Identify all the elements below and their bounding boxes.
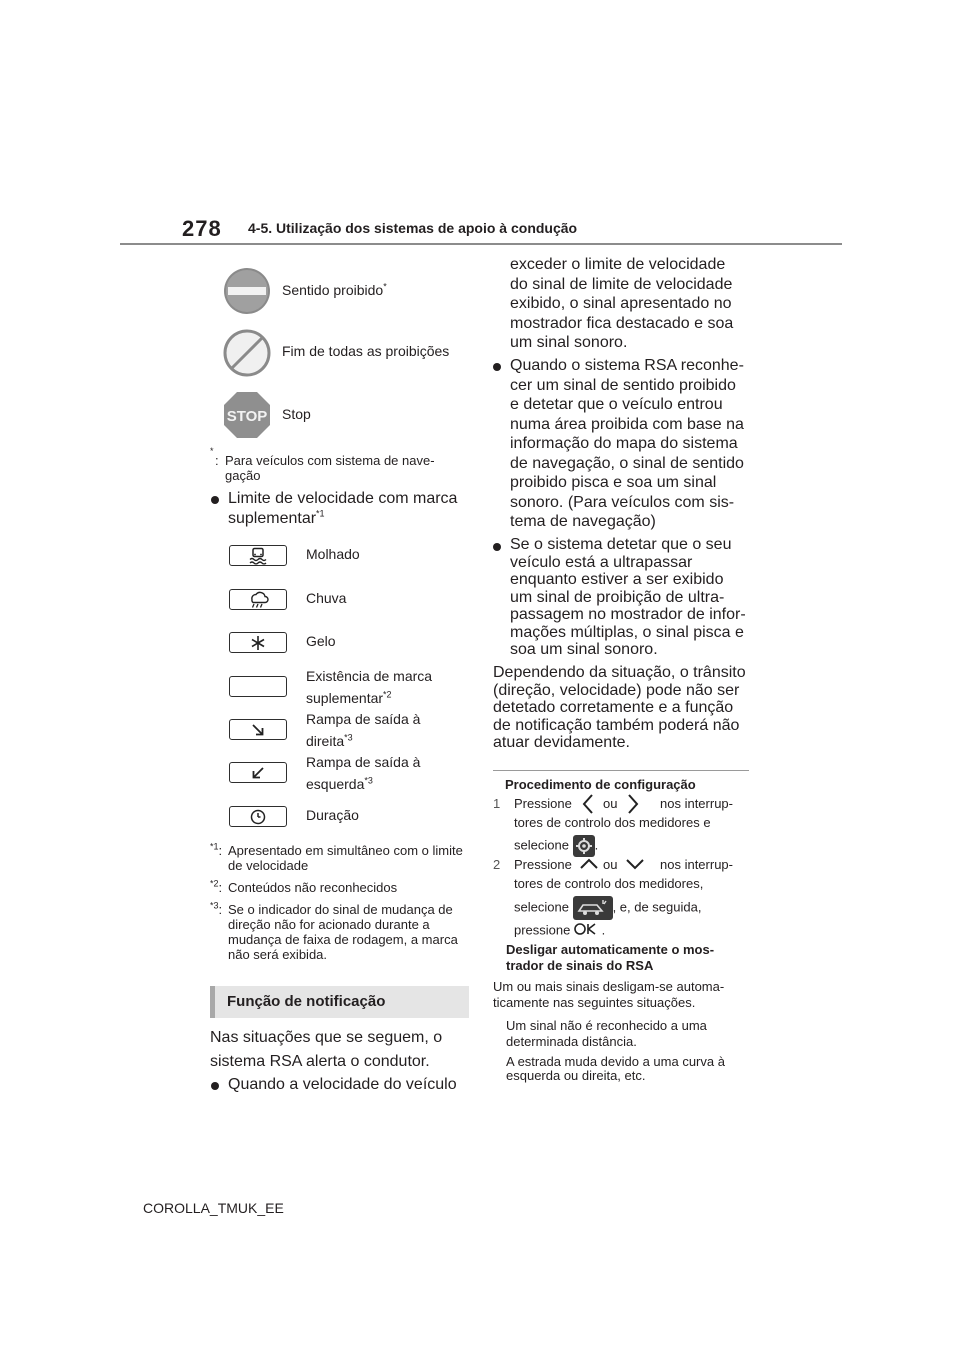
notification-intro: Nas situações que se seguem, o sistema RSA alerta o condutor. bbox=[210, 1029, 443, 1070]
no-entry-sign-icon bbox=[222, 266, 272, 316]
rsa-vehicle-icon bbox=[573, 896, 613, 920]
footnote-star: * : Para veículos com sistema de nave-gação bbox=[210, 446, 435, 483]
sign-label-no-entry: Sentido proibido* bbox=[282, 281, 387, 298]
notification-bullet-1-start: Quando a velocidade do veículo bbox=[211, 1075, 471, 1095]
bullet-dot bbox=[211, 496, 219, 504]
notification-bullet-2: Quando o sistema RSA reconhe- cer um sinal de sentido proibido e detetar que o veículo entrou numa área proibida com base na informação do mapa do sistema de navegação, o sinal de sentido proibido pisca e soa um sinal sonoro. (Para veículos com sis- tema de navegação) bbox=[493, 356, 753, 532]
procedure-divider bbox=[493, 770, 749, 771]
procedure-step-1: 1 Pressione ou nos interrup- tores de controlo dos medidores e selecione . bbox=[493, 795, 753, 857]
settings-gear-icon bbox=[573, 835, 595, 857]
ok-button-icon bbox=[574, 922, 598, 940]
supp-label-wet: Molhado bbox=[306, 546, 360, 562]
supp-label-rain: Chuva bbox=[306, 590, 347, 606]
notification-bullet-1-cont: exceder o limite de velocidade do sinal de limite de velocidade exibido, o sinal apresentado no mostrador fica destacado e soa um sinal sonoro. bbox=[510, 256, 734, 351]
end-of-prohibitions-sign-icon bbox=[222, 328, 272, 378]
supp-label-duration: Duração bbox=[306, 807, 359, 823]
bullet-dot bbox=[211, 1082, 219, 1090]
auto-off-item: Um sinal não é reconhecido a uma determinada distância. bbox=[506, 1018, 707, 1049]
sign-label-stop: Stop bbox=[282, 406, 311, 422]
section-heading-notification: Função de notificação bbox=[210, 986, 469, 1018]
footer-document-id: COROLLA_TMUK_EE bbox=[143, 1200, 284, 1216]
page-number: 278 bbox=[182, 216, 222, 241]
header-rule bbox=[120, 243, 842, 245]
ice-snowflake-icon bbox=[229, 632, 287, 653]
auto-off-title: Desligar automaticamente o mos- trador de sinais do RSA bbox=[506, 942, 715, 973]
bullet-dot bbox=[493, 543, 501, 551]
blank-plate-icon bbox=[229, 676, 287, 697]
notification-bullet-3: Se o sistema detetar que o seu veículo está a ultrapassar enquanto estiver a ser exibido um sinal de proibição de ultra- passagem no mostrador de infor- mações múltiplas, o sinal pisca e soa um sinal sonoro. bbox=[493, 536, 753, 659]
supp-label-exit-left: Rampa de saída à esquerda$^{*3}$ bbox=[306, 754, 421, 792]
bullet-supplementary: Limite de velocidade com marca suplementar$^{*1}$ bbox=[211, 489, 471, 529]
stop-sign-icon bbox=[222, 390, 272, 440]
chevron-up-icon bbox=[579, 857, 599, 875]
auto-off-intro: Um ou mais sinais desligam-se automa- ticamente nas seguintes situações. bbox=[493, 979, 725, 1010]
footnote-2: $^{*2}$: Conteúdos não reconhecidos bbox=[210, 878, 398, 895]
bullet-dot bbox=[493, 363, 501, 371]
supp-label-ice: Gelo bbox=[306, 633, 336, 649]
exit-left-arrow-icon bbox=[229, 762, 287, 783]
rain-icon bbox=[229, 589, 287, 610]
footnote-1: $^{*1}$: Apresentado em simultâneo com o limite de velocidade bbox=[210, 841, 463, 873]
exit-right-arrow-icon bbox=[229, 719, 287, 740]
procedure-step-2: 2 Pressione ou nos interrup- tores de controlo dos medidores, selecione , e, de seguida, pressione . bbox=[493, 856, 753, 940]
chevron-right-icon bbox=[626, 793, 640, 819]
clock-icon bbox=[229, 806, 287, 827]
chevron-down-icon bbox=[625, 857, 645, 875]
notification-paragraph: Dependendo da situação, o trânsito (direção, velocidade) pode não ser detetado corretamente e a função de notificação também poderá não atuar devidamente. bbox=[493, 664, 746, 751]
procedure-title: Procedimento de configuração bbox=[505, 777, 696, 792]
footnote-3: $^{*3}$: Se o indicador do sinal de mudança de direção não for acionado durante a mudança de faixa de rodagem, a marca não será exibida. bbox=[210, 900, 458, 962]
chevron-left-icon bbox=[581, 793, 595, 819]
supp-label-existence: Existência de marca suplementar$^{*2}$ bbox=[306, 668, 433, 706]
sign-label-end-prohibitions: Fim de todas as proibições bbox=[282, 343, 450, 359]
wet-road-icon bbox=[229, 545, 287, 566]
section-title: 4-5. Utilização dos sistemas de apoio à condução bbox=[248, 220, 578, 236]
supp-label-exit-right: Rampa de saída à direita$^{*3}$ bbox=[306, 711, 421, 749]
svg-text:STOP: STOP bbox=[226, 408, 268, 425]
auto-off-item: A estrada muda devido a uma curva à esquerda ou direita, etc. bbox=[506, 1054, 725, 1083]
